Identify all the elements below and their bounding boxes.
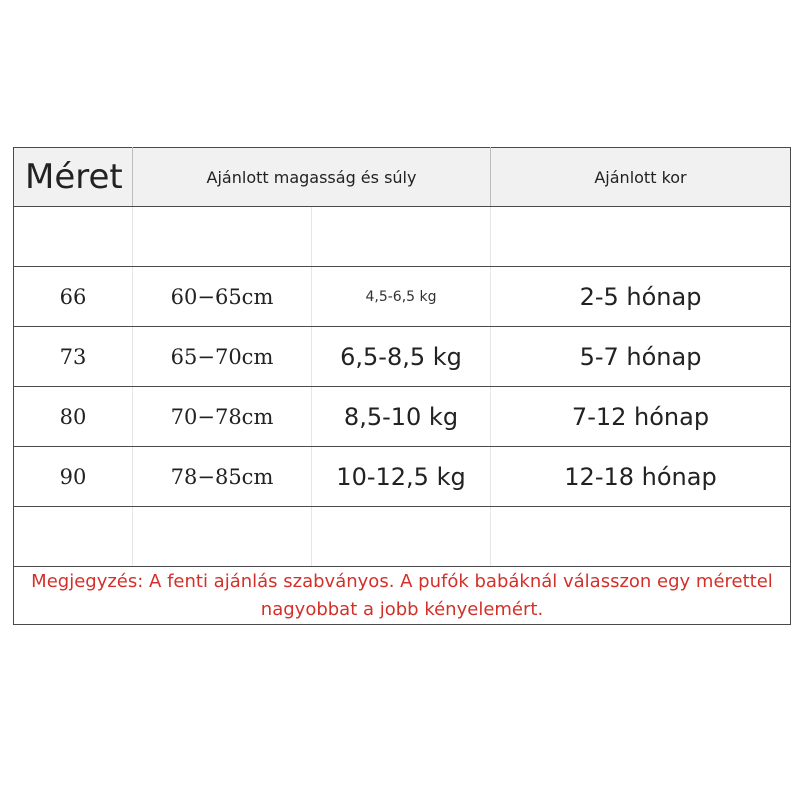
table-row-blank-top bbox=[14, 207, 791, 267]
age-cell: 5-7 hónap bbox=[491, 327, 791, 387]
empty-cell bbox=[14, 207, 133, 267]
size-cell: 90 bbox=[14, 447, 133, 507]
empty-cell bbox=[133, 207, 312, 267]
height-cell: 65−70cm bbox=[133, 327, 312, 387]
age-cell: 2-5 hónap bbox=[491, 267, 791, 327]
size-cell: 80 bbox=[14, 387, 133, 447]
weight-cell: 4,5-6,5 kg bbox=[312, 267, 491, 327]
table-row bbox=[14, 327, 791, 387]
height-cell: 78−85cm bbox=[133, 447, 312, 507]
height-cell: 60−65cm bbox=[133, 267, 312, 327]
header-size: Méret bbox=[14, 148, 133, 207]
empty-cell bbox=[133, 507, 312, 567]
weight-cell: 8,5-10 kg bbox=[312, 387, 491, 447]
empty-cell bbox=[14, 507, 133, 567]
height-cell: 70−78cm bbox=[133, 387, 312, 447]
age-cell: 12-18 hónap bbox=[491, 447, 791, 507]
table-row-blank-bottom bbox=[14, 507, 791, 567]
empty-cell bbox=[491, 207, 791, 267]
table-row bbox=[14, 267, 791, 327]
note-row bbox=[14, 567, 791, 625]
weight-cell: 6,5-8,5 kg bbox=[312, 327, 491, 387]
size-cell: 73 bbox=[14, 327, 133, 387]
empty-cell bbox=[312, 207, 491, 267]
age-cell: 7-12 hónap bbox=[491, 387, 791, 447]
empty-cell bbox=[312, 507, 491, 567]
size-cell: 66 bbox=[14, 267, 133, 327]
table-row bbox=[14, 447, 791, 507]
empty-cell bbox=[491, 507, 791, 567]
header-height-weight: Ajánlott magasság és súly bbox=[133, 148, 491, 207]
table-row bbox=[14, 387, 791, 447]
size-chart-table bbox=[13, 147, 791, 625]
sizing-note: Megjegyzés: A fenti ajánlás szabványos. A pufók babáknál válasszon egy mérettel nagyobbat a jobb kényelemért. bbox=[14, 567, 791, 625]
weight-cell: 10-12,5 kg bbox=[312, 447, 491, 507]
header-age: Ajánlott kor bbox=[491, 148, 791, 207]
table-header-row bbox=[14, 148, 791, 207]
